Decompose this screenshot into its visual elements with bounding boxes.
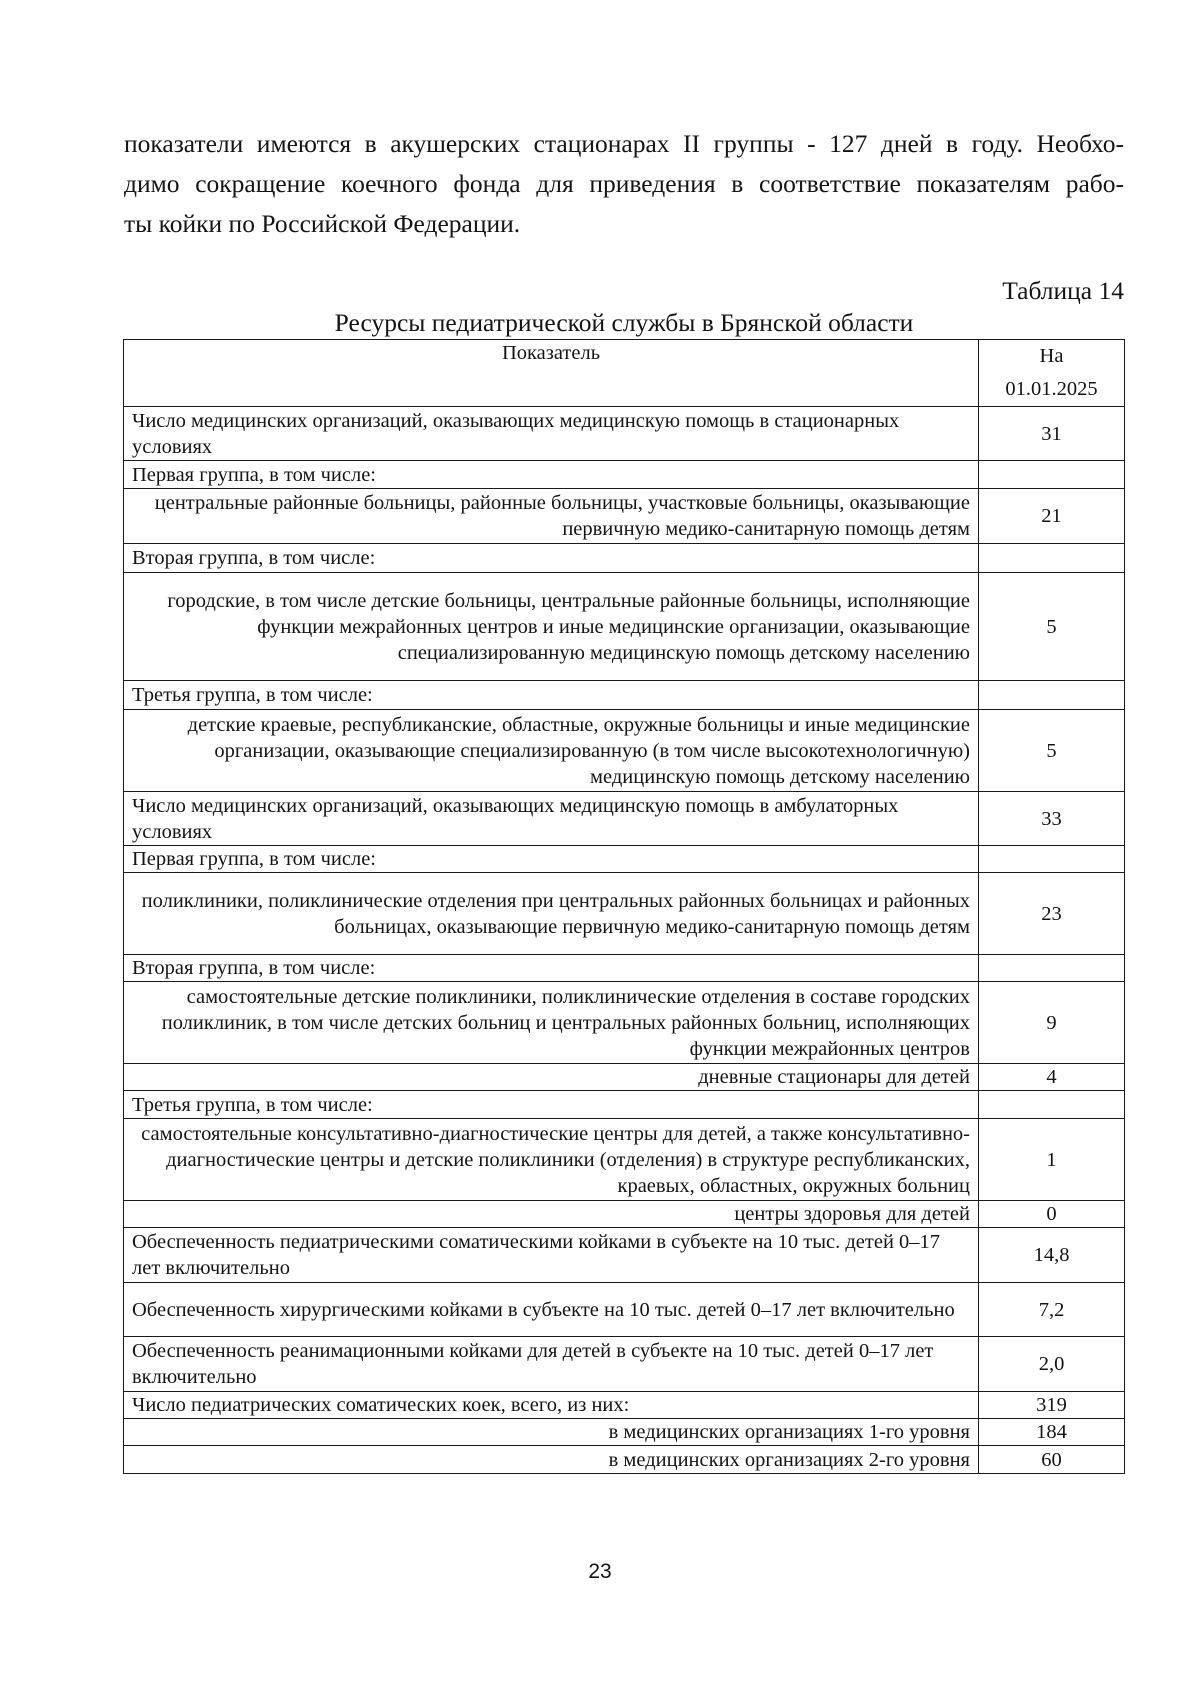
row-label: Первая группа, в том числе: — [124, 461, 979, 489]
row-value: 9 — [979, 982, 1125, 1064]
table-row — [124, 792, 1125, 846]
table-row — [124, 461, 1125, 489]
row-value: 2,0 — [979, 1337, 1125, 1392]
table-row — [124, 1446, 1125, 1474]
row-label: Третья группа, в том числе: — [124, 1091, 979, 1119]
table-row — [124, 1419, 1125, 1446]
row-value: 7,2 — [979, 1283, 1125, 1337]
table-row — [124, 982, 1125, 1064]
table-header-row — [124, 340, 1125, 407]
row-value — [979, 1091, 1125, 1119]
row-label: Число педиатрических соматических коек, всего, из них: — [124, 1392, 979, 1419]
table-caption: Ресурсы педиатрической службы в Брянской области — [334, 308, 914, 337]
row-value: 21 — [979, 489, 1125, 544]
row-label: Число медицинских организаций, оказывающих медицинскую помощь в амбулаторных условиях — [124, 792, 979, 846]
intro-line: показатели имеются в акушерских стационарах II группы - 127 дней в году. Необхо- — [124, 129, 1124, 158]
row-value — [979, 544, 1125, 573]
table-row — [124, 573, 1125, 681]
intro-line: димо сокращение коечного фонда для приведения в соответствие показателям рабо- — [124, 169, 1124, 198]
row-label: самостоятельные детские поликлиники, поликлинические отделения в составе городских поликлиник, в том числе детских больниц и центральных районных больниц, исполняющих функции межрайонных центров — [124, 982, 979, 1064]
row-label: Вторая группа, в том числе: — [124, 544, 979, 573]
row-value: 0 — [979, 1201, 1125, 1228]
row-label: дневные стационары для детей — [124, 1064, 979, 1091]
row-value — [979, 681, 1125, 710]
row-value: 33 — [979, 792, 1125, 846]
row-label: в медицинских организациях 2-го уровня — [124, 1446, 979, 1474]
row-value — [979, 955, 1125, 982]
row-label: детские краевые, республиканские, областные, окружные больницы и иные медицинские организации, оказывающие специализированную (в том числе высокотехнологичную) медицинскую помощь детскому населению — [124, 710, 979, 792]
table-row — [124, 873, 1125, 955]
row-value: 31 — [979, 407, 1125, 461]
row-label: Обеспеченность хирургическими койками в субъекте на 10 тыс. детей 0–17 лет включительно — [124, 1283, 979, 1337]
intro-paragraph — [124, 124, 1124, 244]
row-value: 1 — [979, 1119, 1125, 1201]
row-label: Третья группа, в том числе: — [124, 681, 979, 710]
resources-table — [123, 339, 1125, 1474]
row-value: 184 — [979, 1419, 1125, 1446]
row-label: Обеспеченность реанимационными койками для детей в субъекте на 10 тыс. детей 0–17 лет включительно — [124, 1337, 979, 1392]
row-label: Число медицинских организаций, оказывающих медицинскую помощь в стационарных условиях — [124, 407, 979, 461]
table-row — [124, 1283, 1125, 1337]
table-row — [124, 846, 1125, 873]
row-value — [979, 461, 1125, 489]
table-row — [124, 1228, 1125, 1283]
row-label: центральные районные больницы, районные больницы, участковые больницы, оказывающие первичную медико-санитарную помощь детям — [124, 489, 979, 544]
header-date — [979, 340, 1125, 407]
header-date-line1: На — [1039, 345, 1064, 367]
header-date-line2: 01.01.2025 — [1005, 378, 1098, 400]
row-value: 5 — [979, 710, 1125, 792]
row-label: городские, в том числе детские больницы, центральные районные больницы, исполняющие функции межрайонных центров и иные медицинские организации, оказывающие специализированную медицинскую помощь детскому населению — [124, 573, 979, 681]
table-row — [124, 1091, 1125, 1119]
table-row — [124, 681, 1125, 710]
row-label: центры здоровья для детей — [124, 1201, 979, 1228]
row-label: в медицинских организациях 1-го уровня — [124, 1419, 979, 1446]
intro-line: ты койки по Российской Федерации. — [124, 209, 521, 238]
row-label: поликлиники, поликлинические отделения при центральных районных больницах и районных больницах, оказывающие первичную медико-санитарную помощь детям — [124, 873, 979, 955]
row-value: 60 — [979, 1446, 1125, 1474]
table-row — [124, 710, 1125, 792]
row-value: 4 — [979, 1064, 1125, 1091]
table-row — [124, 1064, 1125, 1091]
page-number: 23 — [588, 1560, 612, 1583]
table-row — [124, 1337, 1125, 1392]
row-value — [979, 846, 1125, 873]
table-row — [124, 1392, 1125, 1419]
table-row — [124, 407, 1125, 461]
table-row — [124, 1119, 1125, 1201]
row-label: Обеспеченность педиатрическими соматическими койками в субъекте на 10 тыс. детей 0–17 лет включительно — [124, 1228, 979, 1283]
row-label: Вторая группа, в том числе: — [124, 955, 979, 982]
table-row — [124, 489, 1125, 544]
row-value: 5 — [979, 573, 1125, 681]
row-value: 14,8 — [979, 1228, 1125, 1283]
row-label: самостоятельные консультативно-диагностические центры для детей, а также консультативно-диагностические центры и детские поликлиники (отделения) в структуре республиканских, краевых, областных, окружных больниц — [124, 1119, 979, 1201]
table-number: Таблица 14 — [1002, 276, 1124, 305]
table-row — [124, 544, 1125, 573]
row-value: 23 — [979, 873, 1125, 955]
row-label: Первая группа, в том числе: — [124, 846, 979, 873]
table-row — [124, 955, 1125, 982]
table-row — [124, 1201, 1125, 1228]
row-value: 319 — [979, 1392, 1125, 1419]
header-indicator: Показатель — [124, 340, 979, 407]
